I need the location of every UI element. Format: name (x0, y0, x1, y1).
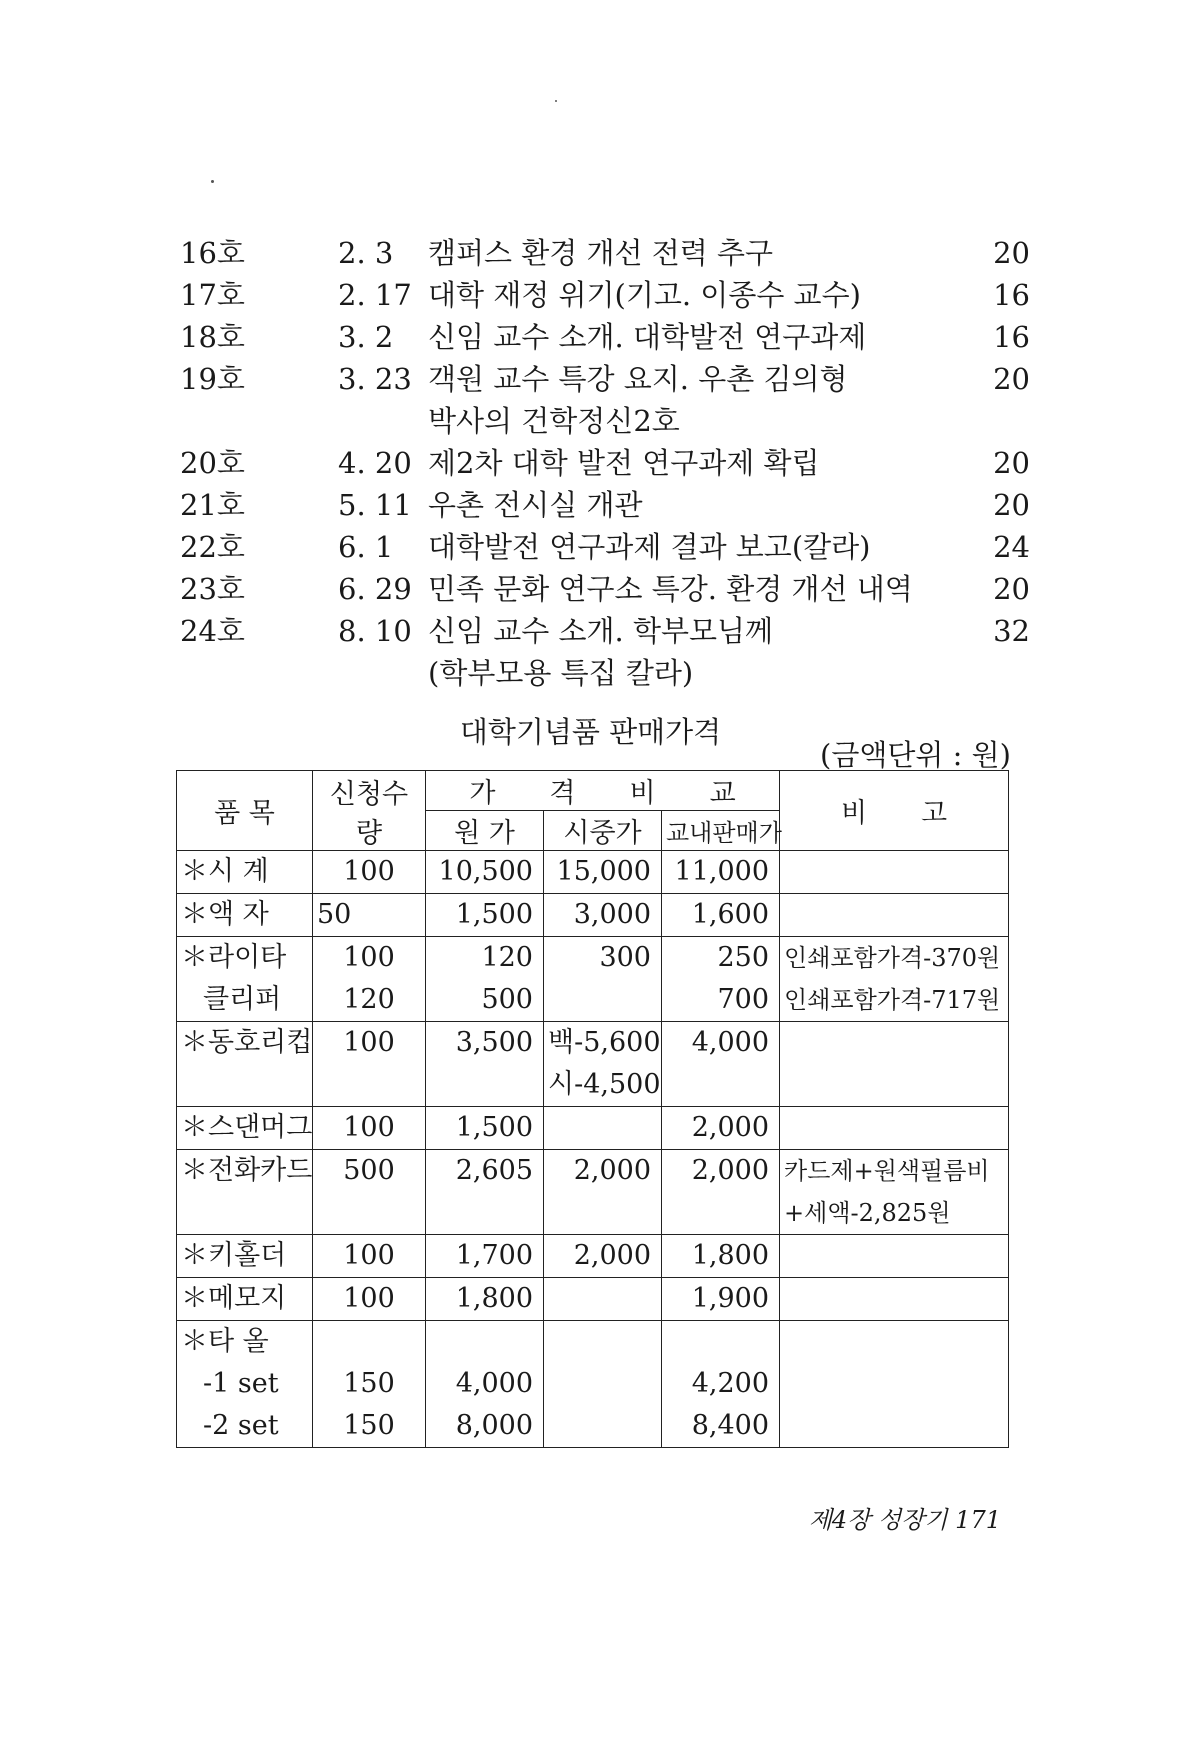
issue-row (0, 526, 1181, 568)
item-name-line: ＊전화카드 (181, 1155, 313, 1186)
issue-title: 캠퍼스 환경 개선 전력 추구 (428, 236, 774, 270)
cost-price-line: 1,700 (455, 1240, 533, 1271)
quantity-cell (313, 1235, 426, 1278)
item-name-line: ＊라이타 (181, 942, 287, 973)
item-name-line: ＊메모지 (181, 1283, 287, 1314)
header-note: 비 고 (780, 771, 1009, 851)
market-price-line (548, 1363, 651, 1405)
item-name-line: ＊시 계 (181, 856, 269, 887)
header-item: 품 목 (177, 771, 313, 851)
market-price-line (548, 979, 651, 1021)
note-line (784, 1321, 1004, 1363)
market-price-line (548, 1321, 651, 1363)
market-price-cell (544, 1321, 662, 1448)
quantity-line (317, 1321, 421, 1363)
campus-price-line: 1,800 (691, 1240, 770, 1271)
table-row (177, 937, 1009, 1022)
issue-row (0, 568, 1181, 610)
note-line (784, 851, 1004, 893)
table-row (177, 1107, 1009, 1150)
souvenir-price-table (176, 770, 1009, 1448)
campus-price-line (666, 1192, 769, 1234)
issue-number: 18호 (180, 320, 245, 354)
market-price-line: 15,000 (556, 856, 651, 887)
issue-row (0, 358, 1181, 400)
note-cell (780, 894, 1009, 937)
quantity-line: 120 (343, 984, 395, 1015)
quantity-cell (313, 851, 426, 894)
cost-price-cell (426, 1321, 544, 1448)
note-cell (780, 1235, 1009, 1278)
issue-title: 우촌 전시실 개관 (428, 488, 643, 522)
issue-title: 제2차 대학 발전 연구과제 확립 (428, 446, 820, 480)
issue-number: 22호 (180, 530, 245, 564)
cost-price-line (430, 1321, 533, 1363)
issue-title: (학부모용 특집 칼라) (428, 656, 694, 690)
issue-title: 민족 문화 연구소 특강. 환경 개선 내역 (428, 572, 913, 606)
note-line: +세액-2,825원 (784, 1199, 951, 1227)
issue-date: 3. 23 (338, 362, 412, 396)
campus-price-line: 700 (717, 984, 770, 1015)
issue-date: 2. 3 (338, 236, 394, 270)
table-row (177, 1022, 1009, 1107)
issue-number: 17호 (180, 278, 245, 312)
market-price-line: 3,000 (573, 899, 651, 930)
table-row (177, 1150, 1009, 1235)
market-price-cell (544, 1022, 662, 1107)
cost-price-line: 3,500 (455, 1027, 533, 1058)
table-row (177, 1235, 1009, 1278)
market-price-line (548, 1278, 651, 1320)
issue-pages: 20 (993, 488, 1030, 522)
item-name-line: -1 set (203, 1368, 279, 1399)
table-row (177, 1278, 1009, 1321)
note-cell (780, 1022, 1009, 1107)
item-name-line: ＊액 자 (181, 899, 269, 930)
issue-date: 6. 29 (338, 572, 412, 606)
note-cell (780, 1278, 1009, 1321)
item-name-line: ＊키홀더 (181, 1240, 287, 1271)
cost-price-line (430, 1192, 533, 1234)
market-price-cell (544, 937, 662, 1022)
quantity-line (317, 1064, 421, 1106)
note-cell (780, 1107, 1009, 1150)
market-price-cell (544, 1278, 662, 1321)
note-cell (780, 1150, 1009, 1235)
note-line (784, 1235, 1004, 1277)
page-footer: 제4장 성장기 171 (808, 1506, 1001, 1534)
issue-number: 19호 (180, 362, 245, 396)
market-price-cell (544, 851, 662, 894)
item-name-line: ＊스댄머그 (181, 1112, 313, 1143)
cost-price-line: 500 (481, 984, 533, 1015)
quantity-line: 100 (343, 942, 395, 973)
note-cell (780, 1321, 1009, 1448)
market-price-line (548, 1405, 651, 1447)
issue-pages: 20 (993, 572, 1030, 606)
campus-price-cell (662, 1022, 780, 1107)
issue-date: 2. 17 (338, 278, 412, 312)
header-qty: 신청수량 (313, 771, 426, 851)
note-line (784, 1064, 1004, 1106)
quantity-cell (313, 1022, 426, 1107)
issue-number: 23호 (180, 572, 245, 606)
quantity-line (317, 1192, 421, 1234)
note-line: 인쇄포함가격-370원 (784, 944, 1001, 972)
issue-date: 8. 10 (338, 614, 412, 648)
campus-price-cell (662, 937, 780, 1022)
issue-row (0, 400, 1181, 442)
issue-title: 객원 교수 특강 요지. 우촌 김의형 (428, 362, 848, 396)
market-price-line (548, 1192, 651, 1234)
header-campus: 교내판매가 (662, 811, 780, 851)
quantity-cell (313, 1278, 426, 1321)
item-name-cell (177, 1235, 313, 1278)
quantity-line: 500 (343, 1155, 395, 1186)
market-price-line: 300 (599, 942, 651, 973)
cost-price-cell (426, 1107, 544, 1150)
issue-row (0, 442, 1181, 484)
item-name-cell (177, 1107, 313, 1150)
campus-price-cell (662, 1235, 780, 1278)
note-line (784, 1278, 1004, 1320)
market-price-line (548, 1107, 651, 1149)
campus-price-line: 1,900 (691, 1283, 770, 1314)
campus-price-cell (662, 851, 780, 894)
issue-pages: 16 (993, 320, 1030, 354)
table-row (177, 851, 1009, 894)
market-price-line: 2,000 (573, 1240, 651, 1271)
issue-title: 대학발전 연구과제 결과 보고(칼라) (428, 530, 871, 564)
cost-price-line: 1,500 (455, 1112, 533, 1143)
quantity-cell (313, 1321, 426, 1448)
issue-title: 대학 재정 위기(기고. 이종수 교수) (428, 278, 861, 312)
note-line (784, 894, 1004, 936)
item-name-line (181, 1064, 308, 1106)
table-row (177, 1321, 1009, 1448)
quantity-line: 150 (343, 1368, 395, 1399)
quantity-line: 100 (343, 856, 395, 887)
issue-number: 20호 (180, 446, 245, 480)
issue-title: 박사의 건학정신2호 (428, 404, 680, 438)
campus-price-line: 4,200 (691, 1368, 770, 1399)
issue-row (0, 274, 1181, 316)
issue-pages: 16 (993, 278, 1030, 312)
issue-pages: 24 (993, 530, 1030, 564)
cost-price-line: 1,800 (455, 1283, 533, 1314)
cost-price-cell (426, 1278, 544, 1321)
issue-row (0, 610, 1181, 652)
quantity-cell (313, 1107, 426, 1150)
table-title: 대학기념품 판매가격 (459, 715, 722, 749)
campus-price-line (666, 1064, 769, 1106)
item-name-cell (177, 894, 313, 937)
cost-price-line: 8,000 (455, 1410, 533, 1441)
cost-price-cell (426, 1235, 544, 1278)
quantity-cell (313, 894, 426, 937)
item-name-line: -2 set (203, 1410, 279, 1441)
cost-price-line: 2,605 (455, 1155, 533, 1186)
campus-price-line: 8,400 (691, 1410, 770, 1441)
market-price-cell (544, 1107, 662, 1150)
note-line (784, 1022, 1004, 1064)
issue-date: 4. 20 (338, 446, 412, 480)
item-name-cell (177, 937, 313, 1022)
note-line (784, 1107, 1004, 1149)
market-price-cell (544, 1150, 662, 1235)
scan-speck (555, 100, 557, 102)
issue-number: 16호 (180, 236, 245, 270)
quantity-cell (313, 1150, 426, 1235)
cost-price-cell (426, 1022, 544, 1107)
issue-number: 24호 (180, 614, 245, 648)
market-price-cell (544, 894, 662, 937)
issue-row (0, 316, 1181, 358)
item-name-cell (177, 1022, 313, 1107)
issue-number: 21호 (180, 488, 245, 522)
issue-date: 5. 11 (338, 488, 412, 522)
issue-pages: 20 (993, 236, 1030, 270)
note-line (784, 1405, 1004, 1447)
item-name-line: ＊동호리컵 (181, 1027, 313, 1058)
issue-row (0, 484, 1181, 526)
item-name-line: ＊타 올 (181, 1326, 269, 1357)
note-line: 카드제+원색필름비 (784, 1157, 990, 1185)
note-line: 인쇄포함가격-717원 (784, 986, 1001, 1014)
note-cell (780, 851, 1009, 894)
quantity-line: 50 (317, 899, 352, 930)
cost-price-line: 120 (481, 942, 533, 973)
cost-price-line (430, 1064, 533, 1106)
quantity-line: 100 (343, 1240, 395, 1271)
item-name-cell (177, 851, 313, 894)
cost-price-line: 10,500 (438, 856, 533, 887)
campus-price-line (666, 1321, 769, 1363)
market-price-line: 백-5,600 (548, 1027, 661, 1058)
campus-price-cell (662, 894, 780, 937)
header-cost: 원 가 (426, 811, 544, 851)
issue-date: 6. 1 (338, 530, 394, 564)
campus-price-cell (662, 1150, 780, 1235)
issue-pages: 32 (993, 614, 1030, 648)
campus-price-line: 4,000 (691, 1027, 770, 1058)
issue-date: 3. 2 (338, 320, 394, 354)
table-row (177, 894, 1009, 937)
issue-title: 신임 교수 소개. 학부모님께 (428, 614, 774, 648)
market-price-line: 시-4,500 (548, 1069, 661, 1100)
issue-pages: 20 (993, 446, 1030, 480)
issue-title: 신임 교수 소개. 대학발전 연구과제 (428, 320, 867, 354)
campus-price-cell (662, 1321, 780, 1448)
quantity-line: 100 (343, 1112, 395, 1143)
item-name-cell (177, 1150, 313, 1235)
campus-price-line: 2,000 (691, 1112, 770, 1143)
issue-row (0, 232, 1181, 274)
campus-price-cell (662, 1107, 780, 1150)
campus-price-line: 250 (717, 942, 770, 973)
campus-price-line: 2,000 (691, 1155, 770, 1186)
quantity-line: 100 (343, 1283, 395, 1314)
cost-price-cell (426, 894, 544, 937)
scan-speck (211, 180, 214, 183)
quantity-line: 100 (343, 1027, 395, 1058)
item-name-line: 클리퍼 (203, 984, 282, 1015)
cost-price-cell (426, 851, 544, 894)
newsletter-issue-list (0, 232, 1181, 694)
item-name-line (181, 1192, 308, 1234)
campus-price-line: 11,000 (674, 856, 770, 887)
item-name-cell (177, 1321, 313, 1448)
header-market: 시중가 (544, 811, 662, 851)
cost-price-cell (426, 937, 544, 1022)
issue-row (0, 652, 1181, 694)
market-price-cell (544, 1235, 662, 1278)
campus-price-line: 1,600 (691, 899, 770, 930)
campus-price-cell (662, 1278, 780, 1321)
cost-price-cell (426, 1150, 544, 1235)
note-cell (780, 937, 1009, 1022)
note-line (784, 1363, 1004, 1405)
issue-pages: 20 (993, 362, 1030, 396)
cost-price-line: 1,500 (455, 899, 533, 930)
market-price-line: 2,000 (573, 1155, 651, 1186)
unit-note: (금액단위 : 원) (820, 738, 1011, 772)
quantity-cell (313, 937, 426, 1022)
header-price-compare: 가 격 비 교 (426, 771, 780, 811)
item-name-cell (177, 1278, 313, 1321)
quantity-line: 150 (343, 1410, 395, 1441)
cost-price-line: 4,000 (455, 1368, 533, 1399)
